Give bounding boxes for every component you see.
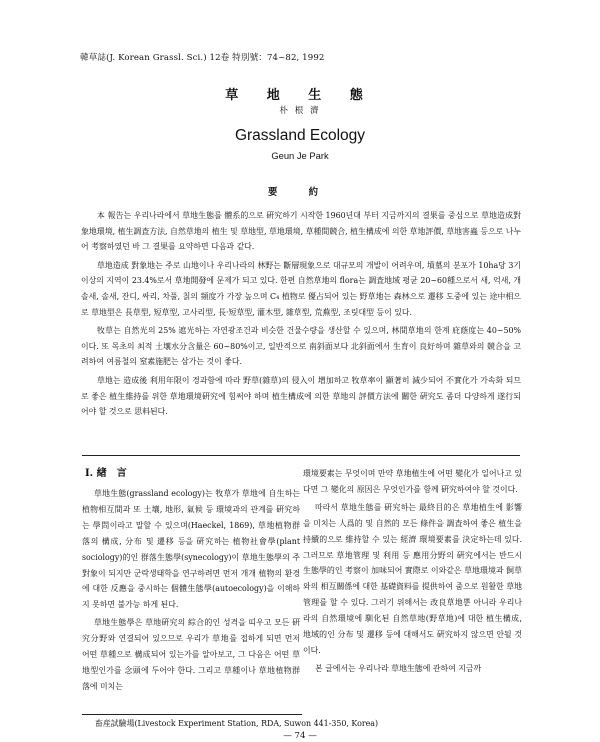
right-column: [303, 466, 522, 679]
body-paragraph: 따라서 草地生態를 硏究하는 最終目的은 草地植生에 影響을 미치는 人爲的 및 自然的 모든 條件을 調査하여 좋은 植生을 持續的으로 維持할 수 있는 經濟 環境要素를 決定하는데 있다. 그러므로 草地管理 및 利用 등 應用分野의 硏究에서는 반드시 生態學的인 考察이 加味되어 實際로 이와같은 草地環境과 飼草와의 相互關係에 대한 基礎資料를 提供하여 줌으로 원활한 草地管理를 할 수 있다. 그러기 위해서는 改良草地뿐 아니라 우리나라의 自然環境에 馴化된 自然草地(野草地)에 대한 植生構成, 地域的인 分布 및 遷移 등에 대해서도 硏究하지 않으면 안될 것이다.: [303, 502, 522, 655]
page-number: — 74 —: [283, 731, 317, 741]
body-paragraph: 環境要素는 무엇이며 만약 草地植生에 어떤 變化가 일어나고 있다면 그 變化의 原因은 무엇인가를 함께 硏究하여야 할 것이다.: [303, 469, 522, 494]
section-divider: [82, 455, 520, 456]
abstract-heading: 要 約: [267, 187, 332, 198]
abstract-paragraph: 草地造成 對象地는 주로 山地이나 우리나라의 林野는 斷層現象으로 대규모의 개발이 어려우며, 墳墓의 분포가 10ha당 3기 이상의 지역이 23.4%로서 草地開發에 문제가 되고 있다. 한편 自然草地의 flora는 調査地域 평균 20~60種으로서 새, 억새, 개솔새, 솔새, 잔디, 싸리, 차풀, 칡의 頻度가 가장 높으며 C₄ 植物로 優占되어 있는 野草地는 森林으로 遷移 도중에 있는 途中相으로 草地型은 長草型, 短草型, 고사리型, 長·短草型, 灌木型, 雜草型, 荒蕪型, 조릿대型 등이 있다.: [81, 260, 521, 317]
english-title: Grassland Ecology: [234, 127, 366, 144]
author-affiliation-footnote: 畜産試驗場(Livestock Experiment Station, RDA, Suwon 441-350, Korea): [95, 719, 379, 728]
body-paragraph: 草地生態(grassland ecology)는 牧草가 草地에 自生하는 植物相互間과 또 土壤, 地形, 氣候 등 環境과의 관계를 硏究하는 學問이라고 말할 수 있으며(Haeckel, 1869), 草地植物群落의 構成, 分布 및 遷移 등을 硏究하는 植物社會學(plant sociology)的인 群落生態學(synecology)이 草地生態學의 주 對象이 되지만 군락생태학을 연구하려면 먼저 개개 植物의 환경에 대한 反應을 중시하는 個體生態學(autoecology)을 이해하지 못하면 불가능 하게 된다.: [82, 489, 300, 610]
abstract-paragraph: 牧草는 自然光의 25% 遮光하는 자연광조건과 비슷한 건물수량을 생산할 수 있으며, 林間草地의 한계 庇蔭度는 40~50%이다. 또 목초의 최적 土壤水分含量은 60~80%이고, 일반적으로 南斜面보다 北斜面에서 生育이 良好하며 雜草와의 競合을 고려하여 여름철의 窒素施肥는 삼가는 것이 좋다.: [81, 326, 521, 367]
abstract-paragraph: 本 報告는 우리나라에서 草地生態를 體系的으로 硏究하기 시작한 1960년대 부터 지금까지의 결果를 중심으로 草地造成對象地環境, 植生調査方法, 自然草地의 植生 및 草地型, 草地環境, 草種間競合, 植生構成에 의한 草地評價, 草地害蟲 등으로 나누어 考察하였던 바 그 결果를 요약하면 다음과 같다.: [81, 211, 521, 252]
journal-citation: 韓草誌(J. Korean Grassl. Sci.) 12卷 特別號：74~82, 1992: [80, 53, 325, 63]
english-author: Geun Je Park: [271, 150, 329, 161]
body-paragraph: 草地生態學은 草地硏究의 綜合的인 성격을 띠우고 모든 硏究分野와 연결되어 있으므로 우리가 草地를 접하게 되면 먼저 어떤 草種으로 構成되어 있는가를 알아보고, 그 다음은 어떤 草地型인가를 念頭에 두어야 한다. 그리고 草種이나 草地植物群落에 미치는: [82, 618, 300, 691]
left-column: [82, 486, 300, 697]
body-paragraph: 본 글에서는 우리나라 草地生態에 관하여 지금까: [315, 663, 482, 673]
abstract-body: [81, 208, 521, 423]
section-heading-introduction: I. 緖 言: [85, 468, 127, 479]
footnote-rule: [82, 714, 302, 715]
korean-author: 朴 根 濟: [279, 106, 321, 116]
abstract-paragraph: 草地는 造成後 利用年限이 경과함에 따라 野草(雜草)의 侵入이 增加하고 牧草率이 顯著히 減少되어 不實化가 가속화 되므로 좋은 植生維持를 위한 草地環境硏究에 힘써야 하며 植生構成에 의한 草地의 評價方法에 關한 硏究도 좀더 다양하게 遂行되어야 할 것으로 思料된다.: [81, 375, 521, 417]
korean-title: 草 地 生 態: [225, 88, 375, 103]
